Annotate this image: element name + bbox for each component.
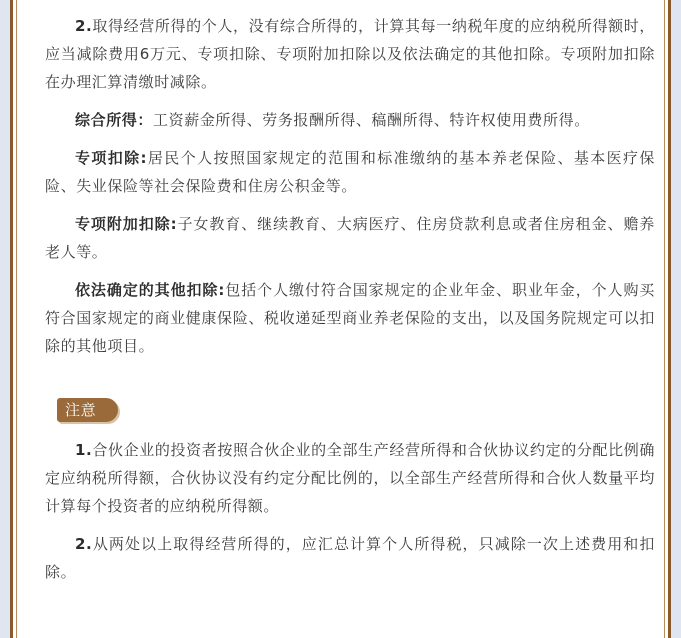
- paragraph-comprehensive-income: [45, 106, 655, 134]
- paragraph-special-deduction: [45, 144, 655, 200]
- note-partnership: [45, 436, 655, 520]
- paragraph-other-deduction: [45, 276, 655, 360]
- note-tag: 注意: [57, 398, 118, 422]
- paragraph-text: 子女教育、继续教育、大病医疗、住房贷款利息或者住房租金、赡养老人等。: [45, 215, 655, 261]
- note-multiple-sources: [45, 530, 655, 586]
- note-text: 从两处以上取得经营所得的，应汇总计算个人所得税，只减除一次上述费用和扣除。: [45, 535, 655, 581]
- paragraph-text: 取得经营所得的个人，没有综合所得的，计算其每一纳税年度的应纳税所得额时，应当减除费用6万元、专项扣除、专项附加扣除以及依法确定的其他扣除。专项附加扣除在办理汇算清缴时减除。: [45, 17, 655, 91]
- article-content: [45, 12, 655, 596]
- note-lead: 2.: [75, 535, 93, 553]
- paragraph-lead: 综合所得：: [75, 111, 154, 129]
- paragraph-special-additional-deduction: [45, 210, 655, 266]
- paragraph-lead: 2.: [75, 17, 93, 35]
- paragraph-text: 工资薪金所得、劳务报酬所得、稿酬所得、特许权使用费所得。: [153, 111, 590, 129]
- article-frame: [10, 0, 671, 638]
- paragraph-lead: 专项附加扣除:: [75, 215, 178, 233]
- paragraph-lead: 专项扣除:: [75, 149, 148, 167]
- paragraph-business-income: [45, 12, 655, 96]
- note-text: 合伙企业的投资者按照合伙企业的全部生产经营所得和合伙协议约定的分配比例确定应纳税所得额，合伙协议没有约定分配比例的，以全部生产经营所得和合伙人数量平均计算每个投资者的应纳税所得额。: [45, 441, 655, 515]
- paragraph-text: 居民个人按照国家规定的范围和标准缴纳的基本养老保险、基本医疗保险、失业保险等社会保险费和住房公积金等。: [45, 149, 656, 195]
- paragraph-lead: 依法确定的其他扣除:: [75, 281, 225, 299]
- paragraph-text: 包括个人缴付符合国家规定的企业年金、职业年金，个人购买符合国家规定的商业健康保险、税收递延型商业养老保险的支出，以及国务院规定可以扣除的其他项目。: [45, 281, 656, 355]
- note-lead: 1.: [75, 441, 93, 459]
